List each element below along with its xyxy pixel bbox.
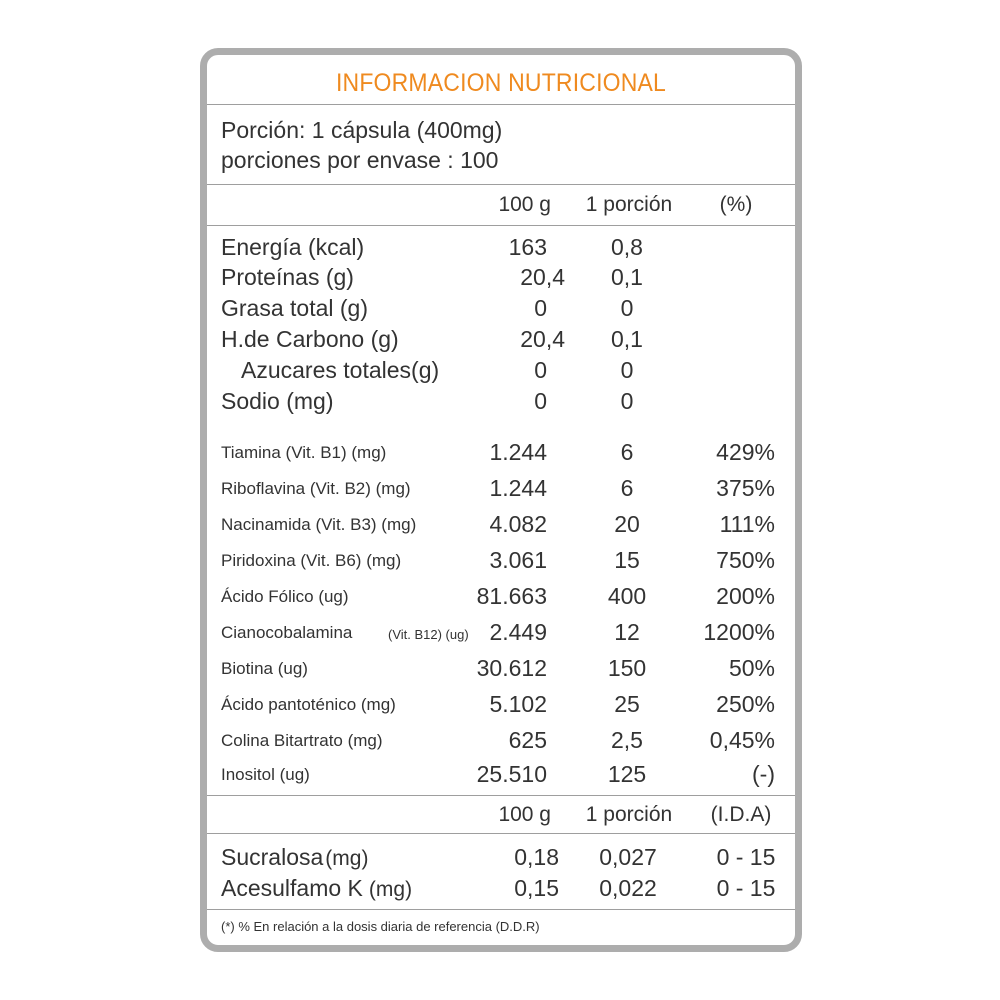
nutrient-value-100g: 163 [508,234,547,260]
vitamin-value-portion: 20 [614,511,640,537]
sweetener-name [221,846,368,869]
nutrient-value-portion: 0,8 [611,234,643,260]
vitamin-value-portion: 6 [620,475,634,501]
vitamin-percent: 750% [716,547,775,573]
vitamin-value-100g: 25.510 [476,761,547,787]
footnote: (*) % En relación a la dosis diaria de referencia (D.D.R) [221,919,540,934]
vitamin-value-100g: 3.061 [489,547,547,573]
vitamin-value-100g: 1.244 [489,439,547,465]
divider [207,225,795,226]
vitamin-percent: 429% [716,439,775,465]
nutrient-name: Energía (kcal) [221,234,365,260]
vitamin-value-portion: 6 [620,439,634,465]
vitamin-name: Inositol (ug) [221,765,310,784]
vitamin-value-100g: 30.612 [476,655,547,681]
vitamin-value-portion: 2,5 [611,727,643,753]
vitamin-unit-small: (Vit. B12) (ug) [388,627,469,642]
vitamin-percent: 200% [716,583,775,609]
vitamin-value-100g: 625 [508,727,547,753]
vitamin-percent: 0,45% [709,727,775,753]
vitamin-percent: 375% [716,475,775,501]
nutrient-value-100g: 20,4 [520,264,565,290]
sweetener-ida: 0 - 15 [716,875,776,901]
nutrient-name: Sodio (mg) [221,388,334,414]
vitamin-value-100g: 1.244 [489,475,547,501]
nutrition-facts-panel [200,48,802,952]
vitamin-name: Piridoxina (Vit. B6) (mg) [221,551,402,570]
vitamin-name: Riboflavina (Vit. B2) (mg) [221,479,411,498]
divider [207,184,795,185]
vitamin-value-100g: 5.102 [489,691,547,717]
header-portion: 1 porción [585,193,673,216]
header-percent: (%) [719,193,753,216]
divider [207,104,795,105]
header2-ida: (I.D.A) [710,803,772,826]
sweetener-value-portion: 0,027 [599,844,657,870]
portions-per-container: porciones por envase : 100 [221,147,499,173]
sweetener-value-portion: 0,022 [599,875,657,901]
vitamin-name: Ácido Fólico (ug) [221,587,349,606]
vitamin-name: Ácido pantoténico (mg) [221,695,396,714]
vitamin-name: Cianocobalamina [221,623,353,642]
vitamin-value-100g: 4.082 [489,511,547,537]
vitamin-percent: 50% [728,655,775,681]
vitamin-percent: (-) [752,761,775,787]
nutrient-value-100g: 0 [534,295,547,321]
divider [207,909,795,910]
vitamin-value-portion: 150 [607,655,647,681]
vitamin-percent: 1200% [703,619,775,645]
vitamin-value-portion: 25 [614,691,640,717]
sweetener-name [221,877,412,900]
nutrient-value-100g: 20,4 [520,326,565,352]
vitamin-name: Nacinamida (Vit. B3) (mg) [221,515,417,534]
sweetener-value-100g: 0,15 [514,875,559,901]
header2-portion: 1 porción [585,803,673,826]
divider [207,795,795,796]
nutrient-name: Grasa total (g) [221,295,368,321]
nutrient-value-portion: 0 [620,388,634,414]
nutrient-value-portion: 0 [620,357,634,383]
vitamin-percent: 250% [716,691,775,717]
sweetener-unit: (mg) [368,878,413,901]
nutrient-name: Azucares totales(g) [241,357,440,383]
vitamin-value-portion: 125 [607,761,647,787]
vitamin-name: Tiamina (Vit. B1) (mg) [221,443,387,462]
header2-100g: 100 g [498,803,551,826]
nutrient-name: Proteínas (g) [221,264,354,290]
divider [207,833,795,834]
vitamin-percent: 111% [719,511,775,537]
nutrient-value-portion: 0,1 [611,264,643,290]
header-100g: 100 g [498,193,551,216]
sweetener-ida: 0 - 15 [716,844,776,870]
sweetener-name-text: Sucralosa [221,844,324,870]
nutrient-value-100g: 0 [534,388,547,414]
vitamin-value-portion: 15 [614,547,640,573]
nutrient-name: H.de Carbono (g) [221,326,399,352]
vitamin-name: Colina Bitartrato (mg) [221,731,383,750]
nutrient-value-100g: 0 [534,357,547,383]
sweetener-unit: (mg) [325,847,369,870]
vitamin-value-portion: 400 [607,583,647,609]
portion-text: Porción: 1 cápsula (400mg) [221,117,503,143]
vitamin-value-portion: 12 [614,619,640,645]
panel-title: INFORMACION NUTRICIONAL [335,69,667,97]
nutrient-value-portion: 0 [620,295,634,321]
nutrient-value-portion: 0,1 [611,326,643,352]
sweetener-value-100g: 0,18 [514,844,559,870]
sweetener-name-text: Acesulfamo K [221,875,363,901]
vitamin-value-100g: 81.663 [476,583,547,609]
vitamin-name: Biotina (ug) [221,659,308,678]
vitamin-value-100g: 2.449 [489,619,547,645]
